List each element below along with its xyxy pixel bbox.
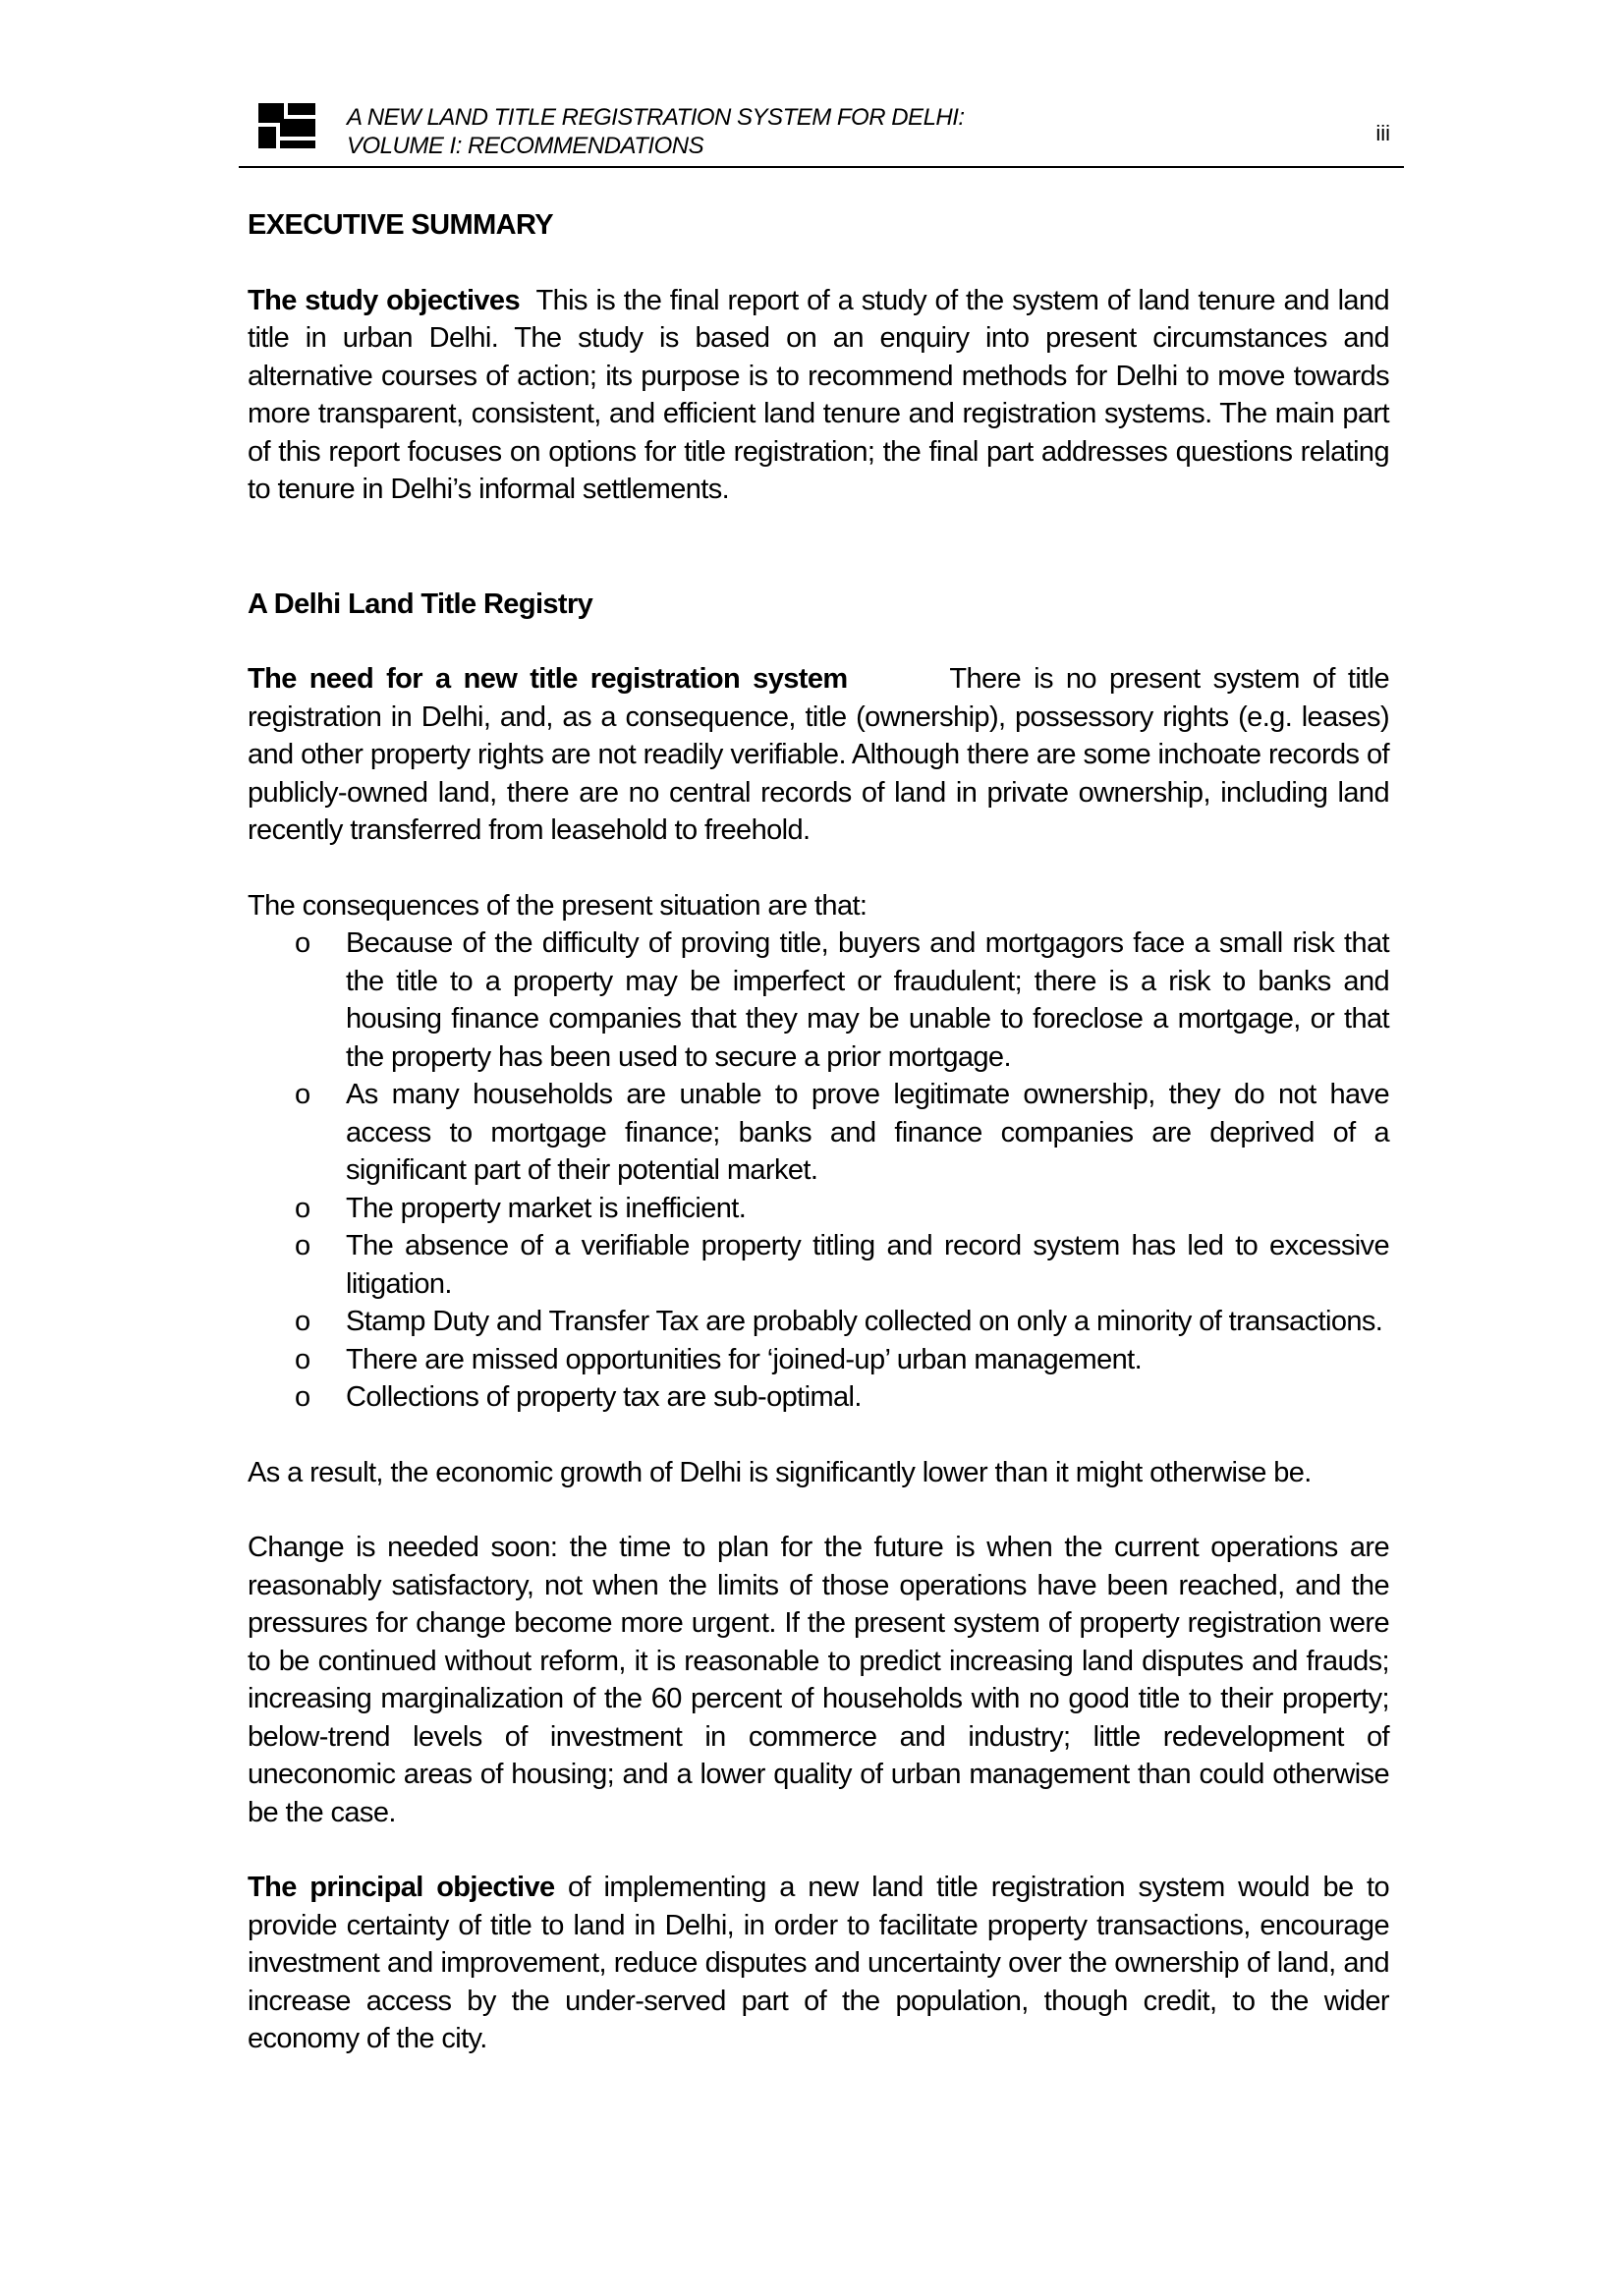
objectives-lead: The study objectives xyxy=(248,284,520,316)
document-title-line2: VOLUME I: RECOMMENDATIONS xyxy=(347,133,704,159)
page-number: iii xyxy=(1375,121,1390,145)
bullet-marker: o xyxy=(295,1306,310,1337)
list-item-text: The absence of a verifiable property titling and record system has led to excessive litigation. xyxy=(346,1230,1389,1300)
bullet-marker: o xyxy=(295,1230,310,1261)
section-heading: A Delhi Land Title Registry xyxy=(248,588,593,620)
list-item-text: The property market is inefficient. xyxy=(346,1192,747,1224)
document-title xyxy=(347,103,965,160)
list-item xyxy=(295,1076,1389,1190)
document-body xyxy=(248,206,1389,2058)
bullet-marker: o xyxy=(295,1343,310,1375)
list-item xyxy=(295,1190,1389,1228)
principal-objective-paragraph xyxy=(248,1869,1389,2058)
need-text: There is no present system of title registration in Delhi, and, as a consequence, title (ownership), possessory rights (e.g. leases) and other property rights are not readily verifiable. Although there are some inchoate records of publicly-owned land, there are no central records of land in private ownership, including land recently transferred from leasehold to freehold. xyxy=(248,663,1389,846)
list-item xyxy=(295,1378,1389,1417)
list-item-text: Collections of property tax are sub-optimal. xyxy=(346,1381,862,1413)
objectives-paragraph xyxy=(248,282,1389,509)
bullet-marker: o xyxy=(295,1079,310,1110)
report-logo-icon xyxy=(258,103,315,148)
page-header xyxy=(239,95,1404,168)
objectives-text: This is the final report of a study of the system of land tenure and land title in urban Delhi. The study is based on an enquiry into present circumstances and alternative courses of action; its purpose is to recommend methods for Delhi to move towards more transparent, consistent, and efficient land tenure and registration systems. The main part of this report focuses on options for title registration; the final part addresses questions relating to tenure in Delhi’s informal settlements. xyxy=(248,284,1390,505)
consequences-intro: The consequences of the present situation are that: xyxy=(248,889,868,922)
page-title: EXECUTIVE SUMMARY xyxy=(248,209,553,241)
bullet-marker: o xyxy=(295,927,310,959)
document-title-line1: A NEW LAND TITLE REGISTRATION SYSTEM FOR DELHI: xyxy=(347,104,965,131)
list-item xyxy=(295,1341,1389,1379)
bullet-marker: o xyxy=(295,1192,310,1224)
list-item-text: As many households are unable to prove legitimate ownership, they do not have access to mortgage finance; banks and finance companies are deprived of a significant part of their potential market. xyxy=(346,1079,1389,1186)
list-item-text: There are missed opportunities for ‘joined-up’ urban management. xyxy=(346,1343,1143,1375)
bullet-marker: o xyxy=(295,1381,310,1413)
need-paragraph xyxy=(248,660,1389,850)
list-item xyxy=(295,924,1389,1076)
list-item-text: Stamp Duty and Transfer Tax are probably collected on only a minority of transactions. xyxy=(346,1306,1383,1337)
list-item-text: Because of the difficulty of proving title, buyers and mortgagors face a small risk that the title to a property may be imperfect or fraudulent; there is a risk to banks and housing finance companies that they may be unable to foreclose a mortgage, or that the property has been used to secure a prior mortgage. xyxy=(346,927,1389,1073)
principal-text: of implementing a new land title registration system would be to provide certainty of title to land in Delhi, in order to facilitate property transactions, encourage investment and improvement, reduce disputes and uncertainty over the ownership of land, and increase access by the under-served part of the population, though credit, to the wider economy of the city. xyxy=(248,1872,1389,2054)
need-lead: The need for a new title registration system xyxy=(248,663,848,695)
change-paragraph: Change is needed soon: the time to plan for the future is when the current operations are reasonably satisfactory, not when the limits of those operations have been reached, and the pressures for change become more urgent. If the present system of property registration were to be continued without reform, it is reasonable to predict increasing land disputes and frauds; increasing marginalization of the 60 percent of households with no good title to their property; below-trend levels of investment in commerce and industry; little redevelopment of uneconomic areas of housing; and a lower quality of urban management than could otherwise be the case. xyxy=(248,1532,1389,1828)
consequences-list xyxy=(248,924,1389,1417)
list-item xyxy=(295,1227,1389,1303)
principal-lead: The principal objective xyxy=(248,1872,555,1903)
result-paragraph: As a result, the economic growth of Delhi is significantly lower than it might otherwise be. xyxy=(248,1456,1312,1488)
list-item xyxy=(295,1303,1389,1341)
